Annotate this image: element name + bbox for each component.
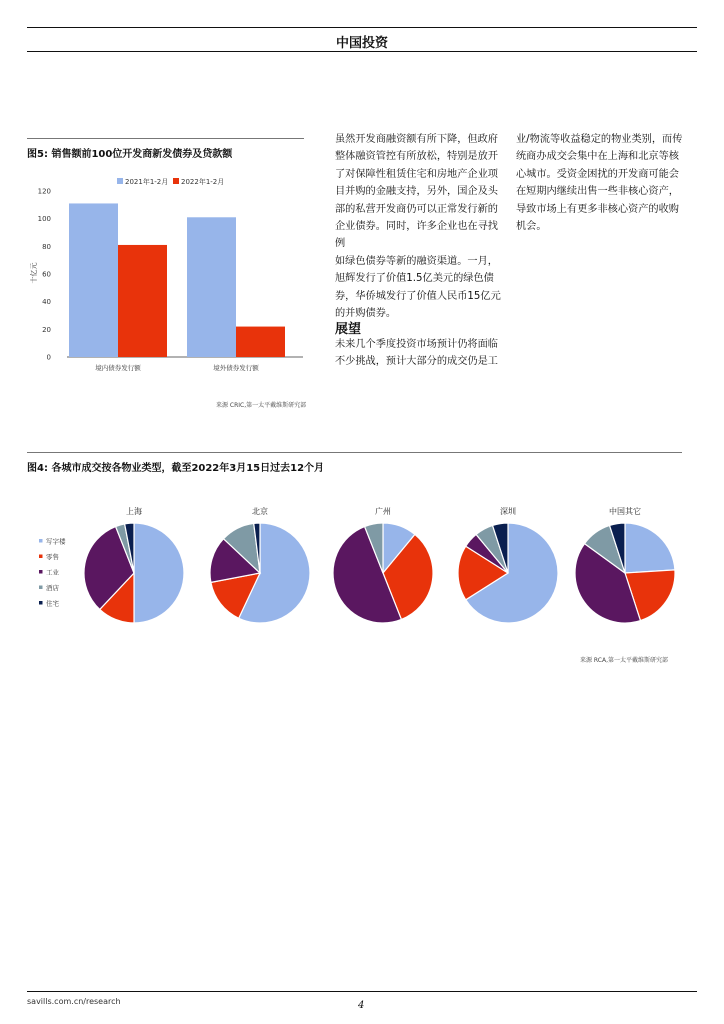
y-tick-label: 120 xyxy=(37,187,51,196)
header-bottom-rule xyxy=(27,51,697,52)
pie-title: 上海 xyxy=(126,507,142,516)
fig4-pies xyxy=(84,506,675,623)
pie-title: 中国其它 xyxy=(609,507,641,516)
fig5-x-axis xyxy=(95,363,259,372)
fig5-title: 图5: 销售额前100位开发商新发债券及贷款额 xyxy=(27,149,233,160)
legend-swatch xyxy=(39,555,43,559)
legend-swatch xyxy=(39,601,43,605)
pie-slice-4-0 xyxy=(625,523,675,573)
x-tick-label: 境外债券发行额 xyxy=(213,364,259,372)
paragraph-line: 如绿色债券等新的融资渠道。一月， xyxy=(335,255,498,267)
paragraph-line: 了对保障性租赁住宅和房地产企业项 xyxy=(335,168,498,180)
pie-title: 广州 xyxy=(375,507,391,516)
page-number: 4 xyxy=(358,1000,365,1011)
header-top-rule xyxy=(27,27,697,28)
paragraph-line: 目并购的金融支持，另外，国企及头 xyxy=(335,186,498,198)
paragraph-line: 不少挑战，预计大部分的成交仍是工 xyxy=(335,356,498,368)
pie-title: 北京 xyxy=(252,507,268,516)
legend-label-2022: 2022年1-2月 xyxy=(181,178,225,186)
fig5-y-axis-label: 十亿元 xyxy=(30,262,38,284)
paragraph-line: 心城市。受资金困扰的开发商可能会 xyxy=(516,168,679,180)
fig5-source: 来源 CRIC,第一太平戴维斯研究部 xyxy=(216,402,307,409)
fig4-legend xyxy=(39,537,66,608)
paragraph-line: 统商办成交会集中在上海和北京等核 xyxy=(516,151,679,163)
paragraph-line: 券，华侨城发行了价值人民币15亿元 xyxy=(335,290,501,302)
fig5-y-axis xyxy=(38,188,51,362)
legend-label: 工业 xyxy=(46,568,59,577)
legend-swatch xyxy=(39,586,43,590)
y-tick-label: 20 xyxy=(42,325,51,334)
legend-swatch xyxy=(39,539,43,543)
paragraph-line: 业/物流等收益稳定的物业类别，而传 xyxy=(516,134,683,145)
y-tick-label: 80 xyxy=(42,242,51,251)
fig4-pie-charts xyxy=(27,490,687,640)
fig4-source: 来源 RCA,第一太平戴维斯研究部 xyxy=(580,657,668,664)
paragraph-line: 整体融资管控有所放松，特别是放开 xyxy=(335,151,498,163)
paragraph-line: 旭辉发行了价值1.5亿美元的绿色债 xyxy=(335,273,494,285)
paragraph-line: 未来几个季度投资市场预计仍将面临 xyxy=(335,339,498,350)
legend-label: 零售 xyxy=(46,553,59,561)
fig4-title: 图4: 各城市成交按各物业类型，截至2022年3月15日过去12个月 xyxy=(27,463,325,474)
paragraph-line: 导致市场上有更多非核心资产的收购 xyxy=(516,203,679,215)
text-column-2 xyxy=(516,131,696,235)
paragraph-line: 在短期内继续出售一些非核心资产， xyxy=(516,186,679,198)
section-heading-outlook: 展望 xyxy=(335,322,362,337)
fig5-bar-chart xyxy=(27,168,307,383)
fig5-top-rule xyxy=(27,138,304,139)
legend-label: 酒店 xyxy=(46,584,59,592)
paragraph-line: 部的私营开发商仍可以正常发行新的 xyxy=(335,203,498,215)
footer-url: savills.com.cn/research xyxy=(27,997,121,1006)
bar-1-1 xyxy=(236,327,285,357)
fig5-legend xyxy=(117,177,224,186)
paragraph-line: 机会。 xyxy=(516,221,547,233)
legend-label: 写字楼 xyxy=(46,537,66,546)
page-header-title: 中国投资 xyxy=(335,36,388,51)
text-column-1b xyxy=(335,336,505,371)
legend-label: 住宅 xyxy=(46,599,59,608)
paragraph-line: 的并购债券。 xyxy=(335,308,397,320)
pie-slice-0-0 xyxy=(134,523,184,623)
y-tick-label: 100 xyxy=(37,215,51,224)
paragraph-line: 虽然开发商融资额有所下降，但政府 xyxy=(335,134,498,145)
x-tick-label: 境内债券发行额 xyxy=(95,364,141,372)
legend-swatch-2022 xyxy=(173,178,179,184)
y-tick-label: 40 xyxy=(42,298,51,307)
legend-swatch xyxy=(39,570,43,574)
pie-title: 深圳 xyxy=(500,507,516,516)
paragraph-line: 企业债券。同时，许多企业也在寻找例 xyxy=(335,221,498,250)
fig5-bars xyxy=(69,203,285,357)
legend-label-2021: 2021年1-2月 xyxy=(125,178,169,186)
y-tick-label: 0 xyxy=(46,353,51,362)
bar-0-0 xyxy=(69,203,118,357)
legend-swatch-2021 xyxy=(117,178,123,184)
footer-rule xyxy=(27,991,697,992)
bar-1-0 xyxy=(187,217,236,357)
y-tick-label: 60 xyxy=(42,270,51,279)
fig4-top-rule xyxy=(27,452,682,453)
bar-0-1 xyxy=(118,245,167,357)
text-column-1 xyxy=(335,131,505,322)
